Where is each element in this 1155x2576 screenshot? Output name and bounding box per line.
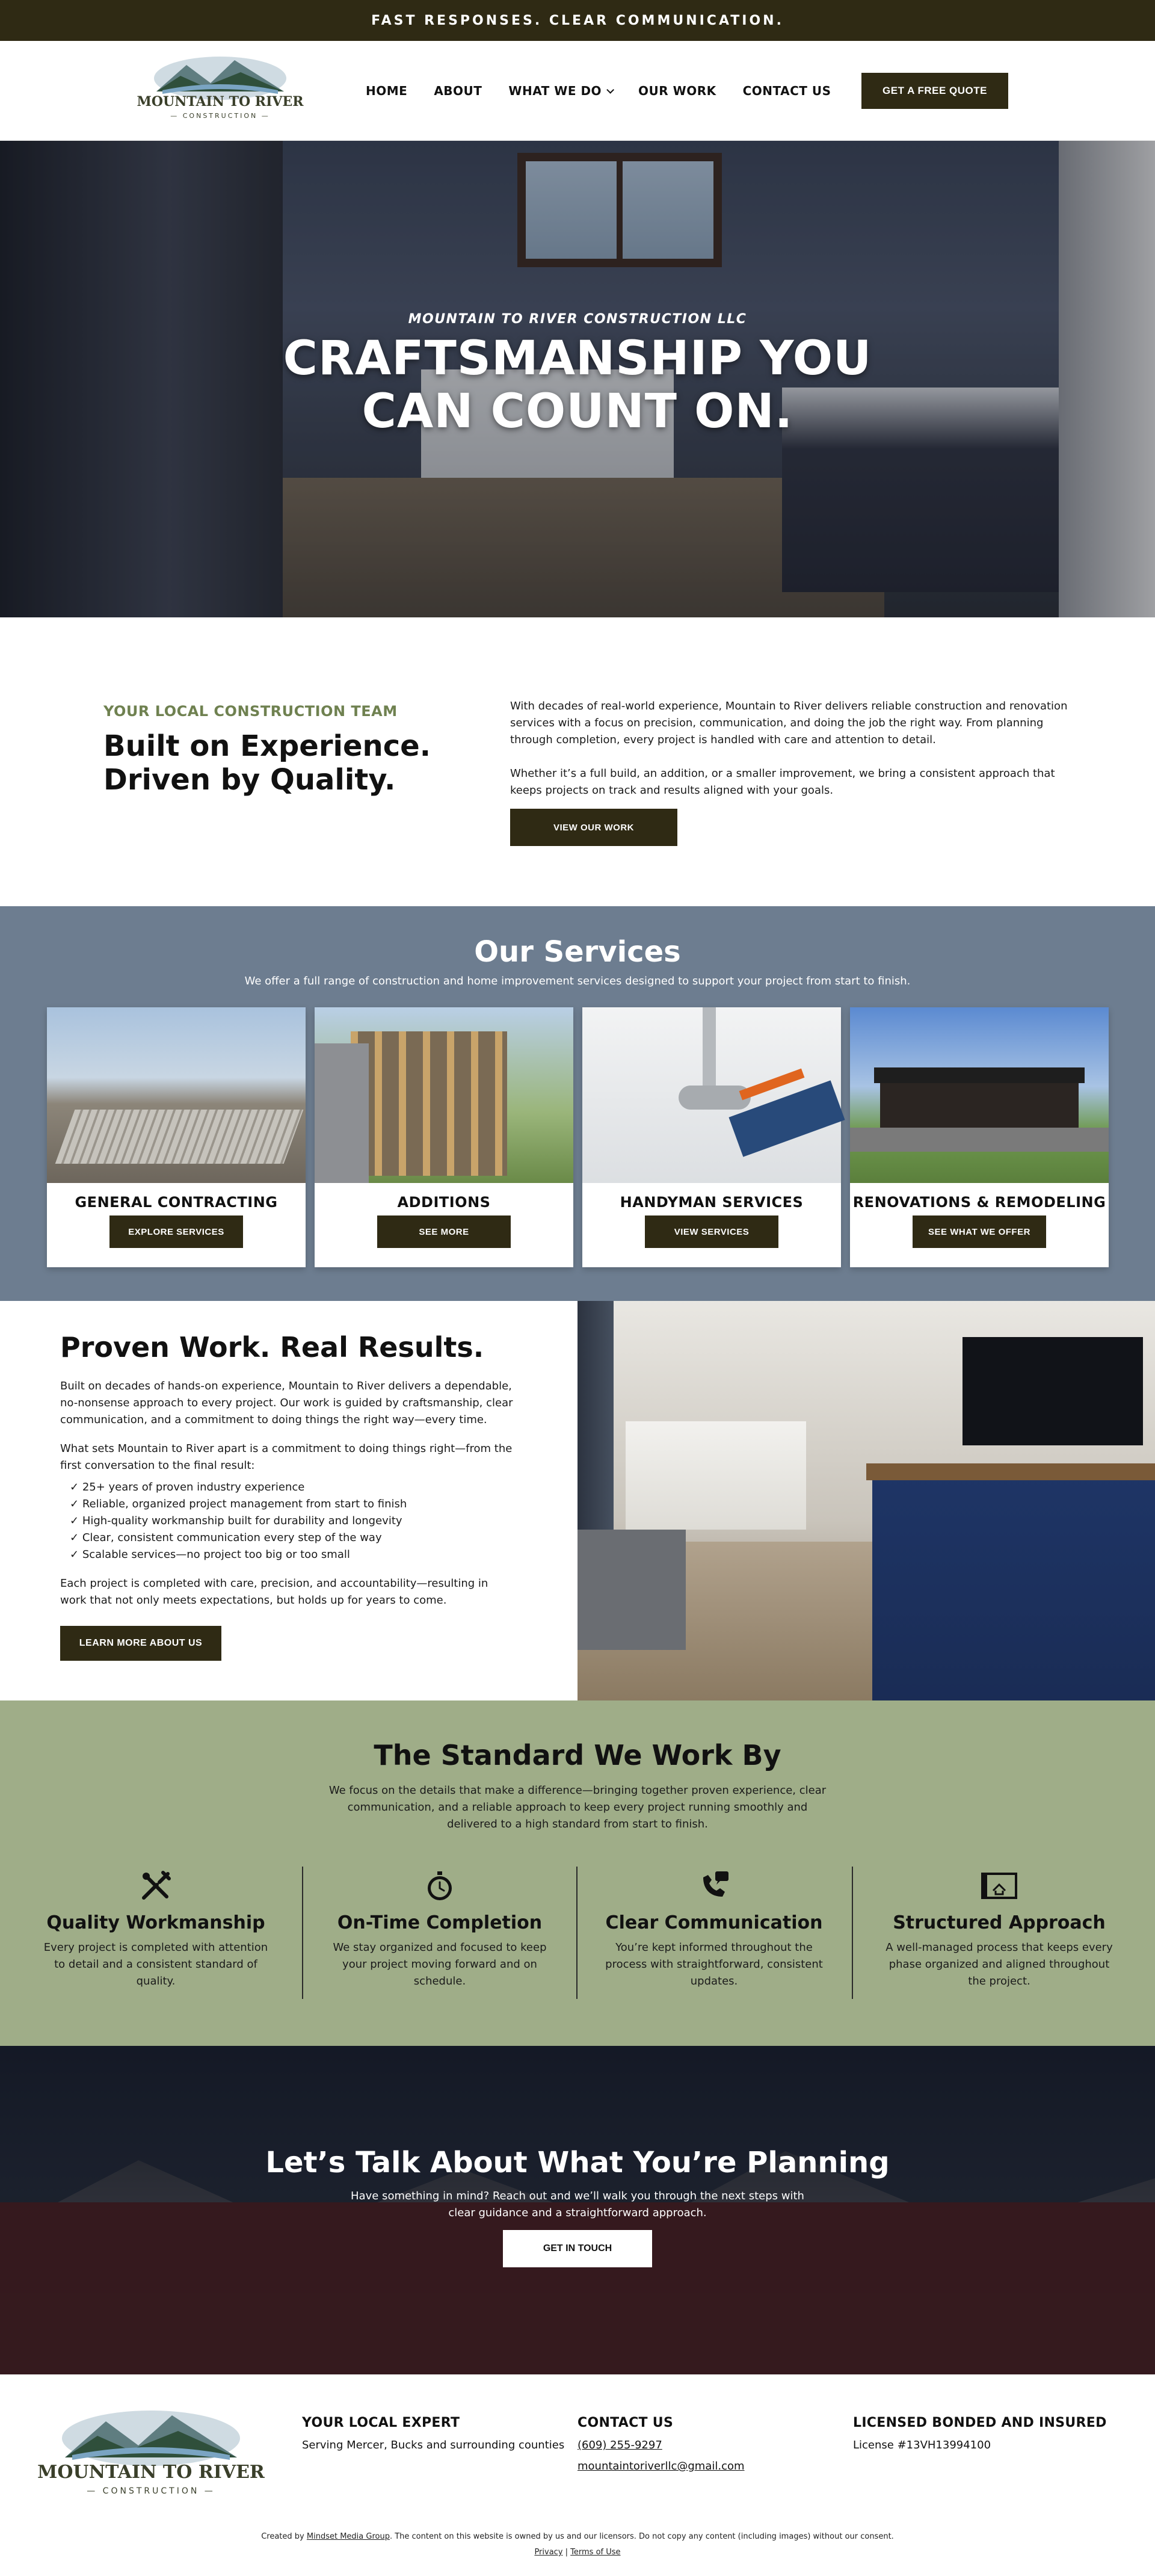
footer-phone-link[interactable]: (609) 255-9297	[578, 2439, 662, 2451]
service-image-general-contracting	[47, 1007, 306, 1183]
hero-title-line1: CRAFTSMANSHIP YOU	[283, 332, 872, 386]
policy-separator: |	[562, 2548, 571, 2557]
see-more-button[interactable]: SEE MORE	[377, 1215, 511, 1248]
service-card-general-contracting[interactable]	[47, 1007, 306, 1267]
nav-home[interactable]	[366, 84, 407, 98]
proven-para-3: Each project is completed with care, precision, and accountability—resulting in work that not only meets expectations, but holds up for years to come.	[60, 1577, 488, 1607]
footer-license: License #13VH13994100	[853, 2439, 991, 2451]
get-in-touch-button[interactable]: GET IN TOUCH	[503, 2230, 652, 2267]
service-image-additions	[315, 1007, 573, 1183]
list-item: ✓ Clear, consistent communication every step of the way	[70, 1530, 517, 1546]
feature-text: Every project is completed with attention to detail and a consistent standard of quality.	[43, 1941, 268, 1988]
chevron-down-icon	[606, 86, 614, 94]
feature-divider	[576, 1867, 578, 1999]
footer-heading: YOUR LOCAL EXPERT	[302, 2415, 460, 2430]
proven-title: Proven Work. Real Results.	[60, 1331, 484, 1364]
logo-wordmark: MOUNTAIN TO RIVER	[137, 94, 304, 110]
get-free-quote-button[interactable]: GET A FREE QUOTE	[861, 73, 1008, 109]
feature-clear-communication	[597, 1867, 831, 1990]
nav-home-label: HOME	[366, 84, 408, 98]
footer-policy-links	[0, 2548, 1155, 2557]
intro-title-line1: Built on Experience.	[103, 729, 431, 763]
hero-title	[0, 332, 1155, 438]
feature-on-time-completion	[322, 1867, 557, 1990]
mindset-media-link[interactable]: Mindset Media Group	[306, 2532, 390, 2541]
cta-title: Let’s Talk About What You’re Planning	[265, 2146, 890, 2179]
intro-eyebrow: YOUR LOCAL CONSTRUCTION TEAM	[103, 703, 398, 720]
footer-col-licensed	[853, 2415, 1107, 2451]
cta-section	[0, 2046, 1155, 2374]
intro-para-1: With decades of real-world experience, Mountain to River delivers reliable construction and renovation services with a focus on precision, communication, and doing the job the right way. From planning through completion, every project is handled with care and attention to detail.	[510, 700, 1068, 746]
list-item: ✓ 25+ years of proven industry experience	[70, 1479, 517, 1496]
services-title: Our Services	[474, 935, 681, 969]
nav-contact-us[interactable]	[743, 84, 831, 98]
service-title: HANDYMAN SERVICES	[620, 1194, 804, 1211]
list-item: ✓ High-quality workmanship built for durability and longevity	[70, 1513, 517, 1530]
feature-title: On-Time Completion	[337, 1912, 543, 1933]
feature-divider	[302, 1867, 303, 1999]
footer-col-local-expert	[302, 2415, 564, 2451]
legal-prefix: Created by	[261, 2532, 307, 2541]
announcement-bar	[0, 0, 1155, 41]
proven-para-1: Built on decades of hands-on experience, Mountain to River delivers a dependable, no-nonsense approach to every project. Our work is guided by craftsmanship, clear communication, and a commitment to doing things the right way—every time.	[60, 1380, 513, 1426]
tools-icon	[137, 1867, 175, 1905]
announcement-text: FAST RESPONSES. CLEAR COMMUNICATION.	[371, 13, 784, 28]
footer-service-area: Serving Mercer, Bucks and surrounding counties	[302, 2439, 565, 2451]
feature-divider	[852, 1867, 853, 1999]
footer-logo-wordmark: MOUNTAIN TO RIVER	[37, 2462, 265, 2483]
mountain-logo-icon	[37, 2407, 265, 2503]
footer-col-contact	[578, 2415, 745, 2473]
mountain-logo-icon	[137, 54, 304, 126]
nav-what-we-do[interactable]	[508, 84, 612, 98]
service-card-renovations[interactable]	[850, 1007, 1109, 1267]
list-item: ✓ Reliable, organized project management from start to finish	[70, 1496, 517, 1513]
feature-quality-workmanship	[38, 1867, 273, 1990]
service-title: RENOVATIONS & REMODELING	[852, 1194, 1106, 1211]
footer-legal	[0, 2532, 1155, 2541]
nav-our-work-label: OUR WORK	[638, 84, 716, 98]
list-item: ✓ Scalable services—no project too big or too small	[70, 1546, 517, 1563]
footer-email-link[interactable]: mountaintoriverllc@gmail.com	[578, 2460, 745, 2473]
footer-logo-sub: — CONSTRUCTION —	[87, 2486, 215, 2496]
intro-title-line2: Driven by Quality.	[103, 763, 396, 797]
hero-title-line2: CAN COUNT ON.	[362, 385, 793, 439]
footer-heading: CONTACT US	[578, 2415, 674, 2430]
intro-copy	[510, 698, 1082, 799]
intro-section	[0, 617, 1155, 906]
feature-text: A well-managed process that keeps every phase organized and aligned throughout the project.	[886, 1941, 1113, 1988]
intro-title	[103, 729, 440, 797]
feature-structured-approach	[882, 1867, 1116, 1990]
proven-copy	[60, 1378, 517, 1621]
services-subtitle: We offer a full range of construction and home improvement services designed to support your project from start to finish.	[244, 975, 911, 987]
terms-link[interactable]: Terms of Use	[570, 2548, 621, 2557]
standard-title: The Standard We Work By	[374, 1739, 781, 1771]
site-footer	[0, 2374, 1155, 2576]
privacy-link[interactable]: Privacy	[534, 2548, 563, 2557]
feature-text: You’re kept informed throughout the process with straightforward, consistent updates.	[605, 1941, 823, 1988]
services-section	[0, 906, 1155, 1301]
nav-what-we-do-label: WHAT WE DO	[508, 84, 602, 98]
feature-title: Structured Approach	[893, 1912, 1106, 1933]
hero-section	[0, 141, 1155, 617]
nav-our-work[interactable]	[638, 84, 716, 98]
standard-subtitle: We focus on the details that make a difference—bringing together proven experience, clear communication, and a reliable approach to keep every project running smoothly and delivered to a high standard from start to finish.	[328, 1784, 827, 1830]
service-title: GENERAL CONTRACTING	[75, 1194, 278, 1211]
service-card-handyman[interactable]	[582, 1007, 841, 1267]
nav-about-label: ABOUT	[434, 84, 482, 98]
explore-services-button[interactable]: EXPLORE SERVICES	[109, 1215, 243, 1248]
view-our-work-button[interactable]: VIEW OUR WORK	[510, 809, 677, 846]
stopwatch-icon	[420, 1867, 459, 1905]
service-image-handyman	[582, 1007, 841, 1183]
see-what-we-offer-button[interactable]: SEE WHAT WE OFFER	[913, 1215, 1046, 1248]
legal-suffix: . The content on this website is owned by us and our licensors. Do not copy any content (including images) without our consent.	[389, 2532, 894, 2541]
site-logo[interactable]	[137, 54, 304, 126]
feature-title: Quality Workmanship	[46, 1912, 265, 1933]
footer-logo[interactable]	[37, 2407, 265, 2503]
phone-chat-icon	[695, 1867, 733, 1905]
standard-section	[0, 1700, 1155, 2046]
footer-heading: LICENSED BONDED AND INSURED	[853, 2415, 1107, 2430]
intro-para-2: Whether it’s a full build, an addition, or a smaller improvement, we bring a consistent approach that keeps projects on track and results aligned with your goals.	[510, 767, 1055, 797]
blueprint-icon	[980, 1867, 1018, 1905]
feature-title: Clear Communication	[605, 1912, 823, 1933]
feature-text: We stay organized and focused to keep your project moving forward and on schedule.	[333, 1941, 547, 1988]
proven-work-section	[0, 1301, 1155, 1700]
kitchen-photo	[578, 1301, 1155, 1700]
proven-bullets	[70, 1479, 517, 1563]
cta-subtitle: Have something in mind? Reach out and we’ll walk you through the next steps with clear guidance and a straightforward approach.	[351, 2190, 804, 2219]
learn-more-about-us-button[interactable]: LEARN MORE ABOUT US	[60, 1626, 221, 1661]
service-image-renovations	[850, 1007, 1109, 1183]
logo-sub: — CONSTRUCTION —	[170, 112, 270, 120]
site-header	[0, 41, 1155, 141]
service-title: ADDITIONS	[397, 1194, 491, 1211]
proven-para-2: What sets Mountain to River apart is a commitment to doing things right—from the first conversation to the final result:	[60, 1442, 513, 1472]
hero-kicker: MOUNTAIN TO RIVER CONSTRUCTION LLC	[408, 312, 747, 327]
nav-about[interactable]	[434, 84, 482, 98]
nav-contact-us-label: CONTACT US	[742, 84, 831, 98]
view-services-button[interactable]: VIEW SERVICES	[645, 1215, 778, 1248]
main-nav	[366, 41, 831, 141]
service-card-additions[interactable]	[315, 1007, 573, 1267]
